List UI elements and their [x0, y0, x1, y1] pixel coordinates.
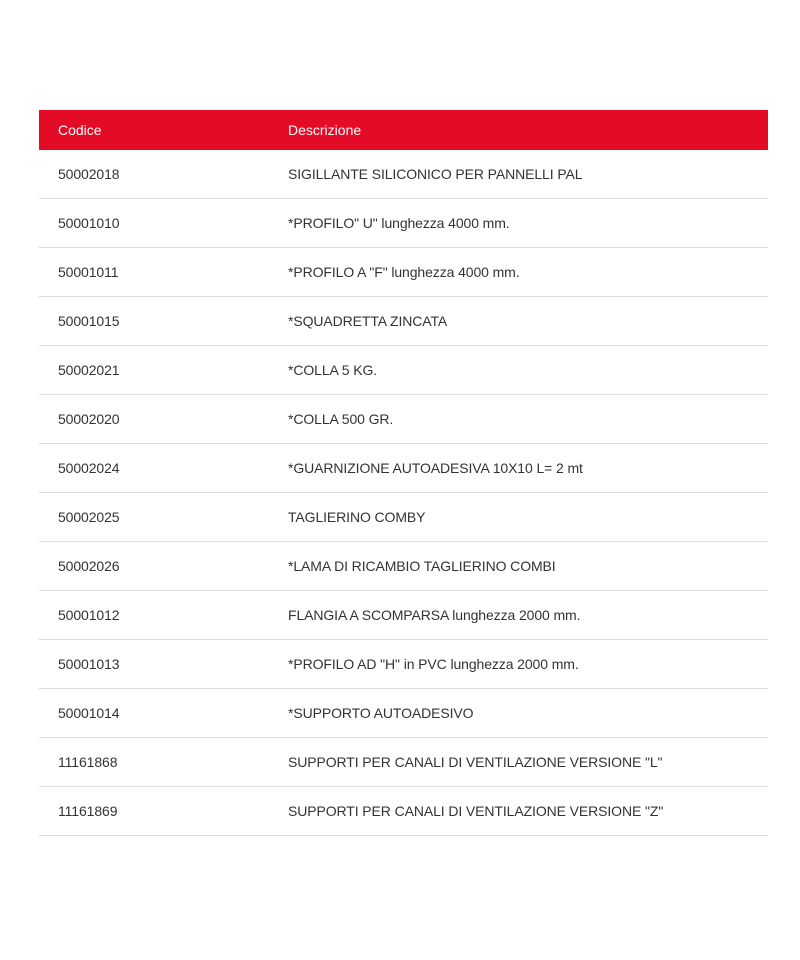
row-description: *PROFILO" U" lunghezza 4000 mm. — [288, 215, 510, 231]
table-row — [39, 493, 768, 542]
table-row — [39, 444, 768, 493]
row-description: *SQUADRETTA ZINCATA — [288, 313, 448, 329]
row-code: 11161868 — [58, 754, 118, 770]
product-table — [39, 110, 768, 836]
table-row — [39, 640, 768, 689]
table-row — [39, 248, 768, 297]
row-description: *PROFILO A "F" lunghezza 4000 mm. — [288, 264, 520, 280]
row-code: 50001015 — [58, 313, 120, 329]
table-row — [39, 738, 768, 787]
table-row — [39, 150, 768, 199]
header-description: Descrizione — [288, 122, 362, 138]
table-row — [39, 591, 768, 640]
row-code: 50002025 — [58, 509, 120, 525]
row-description: TAGLIERINO COMBY — [288, 509, 426, 525]
row-code: 50001011 — [58, 264, 119, 280]
header-code: Codice — [58, 122, 102, 138]
row-description: *SUPPORTO AUTOADESIVO — [288, 705, 474, 721]
row-description: SUPPORTI PER CANALI DI VENTILAZIONE VERSIONE "L" — [288, 754, 663, 770]
row-code: 50001013 — [58, 656, 120, 672]
table-row — [39, 787, 768, 836]
row-code: 50002020 — [58, 411, 120, 427]
row-description: *COLLA 5 KG. — [288, 362, 378, 378]
row-description: *PROFILO AD "H" in PVC lunghezza 2000 mm. — [288, 656, 579, 672]
row-description: FLANGIA A SCOMPARSA lunghezza 2000 mm. — [288, 607, 581, 623]
table-row — [39, 395, 768, 444]
row-description: SUPPORTI PER CANALI DI VENTILAZIONE VERSIONE "Z" — [288, 803, 664, 819]
table-row — [39, 542, 768, 591]
row-code: 50002018 — [58, 166, 120, 182]
row-code: 50001010 — [58, 215, 120, 231]
row-description: *GUARNIZIONE AUTOADESIVA 10X10 L= 2 mt — [288, 460, 583, 476]
row-description: *LAMA DI RICAMBIO TAGLIERINO COMBI — [288, 558, 556, 574]
table-header — [39, 110, 768, 150]
table-row — [39, 199, 768, 248]
table-body — [39, 150, 768, 836]
row-code: 50002021 — [58, 362, 120, 378]
table-row — [39, 346, 768, 395]
row-code: 50002024 — [58, 460, 120, 476]
row-code: 50001014 — [58, 705, 120, 721]
row-code: 11161869 — [58, 803, 118, 819]
table-row — [39, 689, 768, 738]
table-row — [39, 297, 768, 346]
row-code: 50001012 — [58, 607, 120, 623]
row-code: 50002026 — [58, 558, 120, 574]
row-description: SIGILLANTE SILICONICO PER PANNELLI PAL — [288, 166, 583, 182]
row-description: *COLLA 500 GR. — [288, 411, 394, 427]
